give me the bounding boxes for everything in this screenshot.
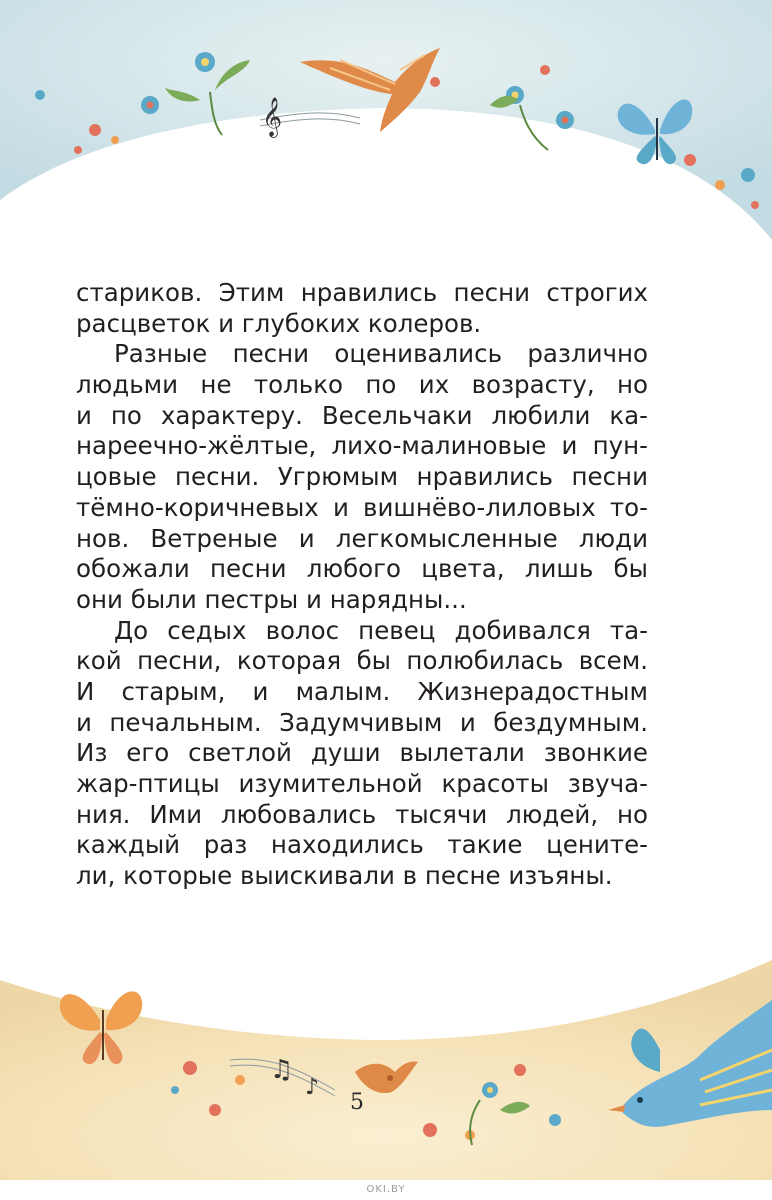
bottom-floral-border	[0, 960, 772, 1180]
text-line: нов. Ветреные и легкомысленные люди	[76, 523, 648, 553]
text-line: И старым, и малым. Жизнерадостным	[76, 676, 648, 706]
text-line: ли, которые выискивали в песне изъяны.	[76, 861, 613, 891]
svg-text:♪: ♪	[305, 1075, 320, 1100]
text-line: они были пестры и нарядны...	[76, 584, 467, 614]
text-line: кой песни, которая бы полюбилась всем.	[76, 646, 648, 676]
text-line: каждый раз находились такие цените-	[76, 830, 648, 860]
text-line: расцветок и глубоких колеров.	[76, 308, 482, 338]
svg-text:♫: ♫	[270, 1055, 294, 1085]
text-line: нареечно-жёлтые, лихо-малиновые и пун-	[76, 431, 648, 461]
text-line: Из его светлой души вылетали звонкие	[76, 738, 648, 768]
svg-text:𝄞: 𝄞	[262, 97, 283, 137]
text-line: Разные песни оценивались различно	[114, 339, 648, 369]
text-line: стариков. Этим нравились песни строгих	[76, 278, 648, 307]
text-line: жар-птицы изумительной красоты звуча-	[76, 769, 648, 798]
story-text	[76, 278, 648, 892]
page-number: 5	[350, 1090, 364, 1115]
watermark: OKI.BY	[0, 1180, 772, 1200]
text-line: обожали песни любого цвета, лишь бы	[76, 554, 648, 584]
text-line: людьми не только по их возрасту, но	[76, 370, 648, 400]
text-line: тёмно-коричневых и вишнёво-лиловых то-	[76, 492, 648, 522]
text-line: До седых волос певец добивался та-	[114, 615, 648, 645]
text-line: и по характеру. Весельчаки любили ка-	[76, 400, 648, 430]
text-line: и печальным. Задумчивым и бездумным.	[76, 707, 648, 737]
text-line: ния. Ими любовались тысячи людей, но	[76, 799, 648, 829]
top-floral-border	[0, 0, 772, 250]
text-line: цовые песни. Угрюмым нравились песни	[76, 462, 648, 492]
